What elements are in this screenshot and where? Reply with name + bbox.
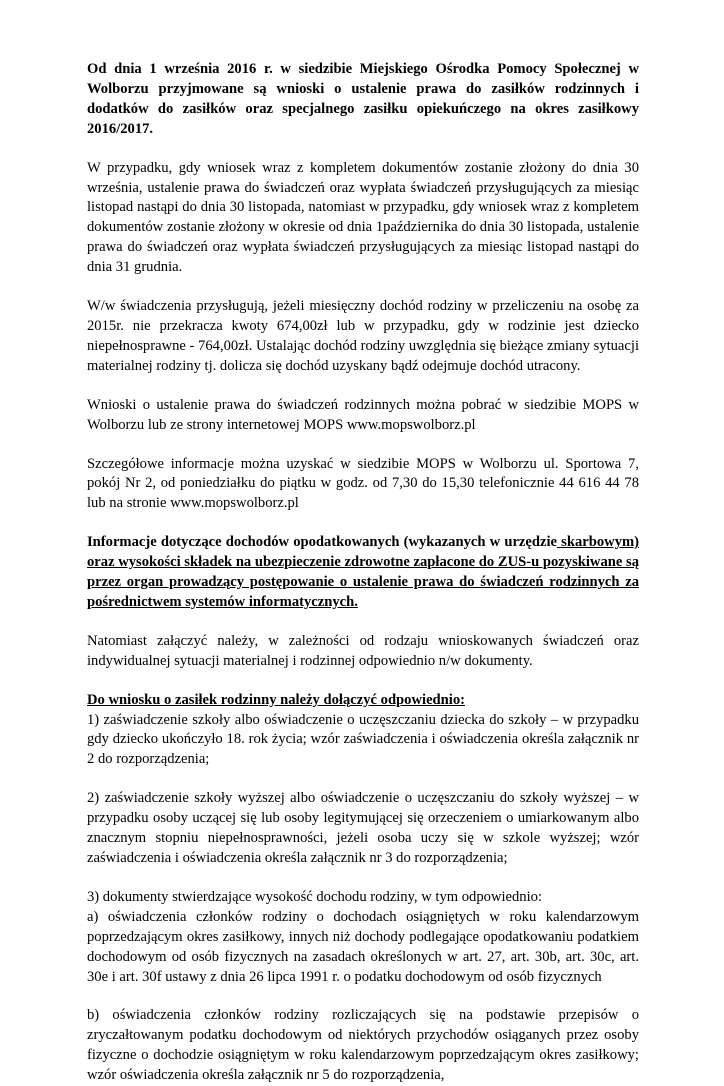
paragraph-deadlines: W przypadku, gdy wniosek wraz z kompletem dokumentów zostanie złożony do dnia 30 września, ustalenie prawa do świadczeń oraz wypłata świadczeń przysługujących za miesiąc listopad nastąpi do dnia 30 listopada, natomiast w przypadku, gdy wniosek wraz z kompletem dokumentów zostanie złożony w okresie od dnia 1października do dnia 30 listopada, ustalenie prawa do świadczeń oraz wypłata świadczeń przysługujących za miesiąc listopad nastąpi do dnia 31 grudnia. (87, 159, 639, 276)
list-item-3a: a) oświadczenia członków rodziny o dochodach osiągniętych w roku kalendarzowym poprzedzającym okres zasiłkowy, innych niż dochody podlegające opodatkowaniu podatkiem dochodowym od osób fizycznych na zasadach określonych w art. 27, art. 30b, art. 30c, art. 30e i art. 30f ustawy z dnia 26 lipca 1991 r. o podatku dochodowym od osób fizycznych (87, 908, 639, 985)
paragraph-contact-info: Szczegółowe informacje można uzyskać w siedzibie MOPS w Wolborzu ul. Sportowa 7, pokój Nr 2, od poniedziałku do piątku w godz. od 7,30 do 15,30 telefonicznie 44 616 44 78 lub na stronie www.mopswolborz.pl (87, 455, 639, 512)
tax-info-part1: Informacje dotyczące dochodów opodatkowanych (wykazanych w urzędzie (87, 534, 558, 551)
paragraph-tax-info (87, 533, 639, 613)
list-item-3b: b) oświadczenia członków rodziny rozliczających się na podstawie przepisów o zryczałtowanym podatku dochodowym od niektórych przychodów osiąganych przez osoby fizyczne o dochodzie osiągniętym w roku kalendarzowym poprzedzającym okres zasiłkowy; wzór oświadczenia określa załącznik nr 5 do rozporządzenia, (87, 1007, 639, 1084)
list-item-2: 2) zaświadczenie szkoły wyższej albo oświadczenie o uczęszczaniu do szkoły wyższej – w przypadku osoby uczącej się lub osoby legitymującej się orzeczeniem o umiarkowanym albo znacznym stopniu niepełnosprawności, jeżeli osoba uczy się w szkole wyższej; wzór zaświadczenia i oświadczenia określa załącznik nr 3 do rozporządzenia; (87, 790, 639, 866)
tax-info-part2-underlined: skarbowym) oraz wysokości składek na ubezpieczenie zdrowotne zapłacone do ZUS-u pozyskiwane są przez organ prowadzący postępowanie o ustalenie prawa do świadczeń rodzinnych za pośrednictwem systemów informatycznych. (87, 534, 640, 610)
page-heading: Od dnia 1 września 2016 r. w siedzibie Miejskiego Ośrodka Pomocy Społecznej w Wolborzu przyjmowane są wnioski o ustalenie prawa do zasiłków rodzinnych i dodatków do zasiłków oraz specjalnego zasiłku opiekuńczego na okres zasiłkowy 2016/2017. (87, 61, 639, 137)
paragraph-income-threshold: W/w świadczenia przysługują, jeżeli miesięczny dochód rodziny w przeliczeniu na osobę za 2015r. nie przekracza kwoty 674,00zł lub w przypadku, gdy w rodzinie jest dziecko niepełnosprawne - 764,00zł. Ustalając dochód rodziny uwzględnia się bieżące zmiany sytuacji materialnej rodziny tj. dolicza się dochód uzyskany bądź odejmuje dochód utracony. (87, 298, 639, 374)
paragraph-forms-download: Wnioski o ustalenie prawa do świadczeń rodzinnych można pobrać w siedzibie MOPS w Wolborzu lub ze strony internetowej MOPS www.mopswolborz.pl (87, 396, 639, 433)
list-heading: Do wniosku o zasiłek rodzinny należy dołączyć odpowiednio: (87, 691, 465, 708)
list-item-1: 1) zaświadczenie szkoły albo oświadczenie o uczęszczaniu dziecka do szkoły – w przypadku gdy dziecko ukończyło 18. rok życia; wzór zaświadczenia i oświadczenia określa załącznik nr 2 do rozporządzenia; (87, 711, 639, 768)
paragraph-attachments-intro: Natomiast załączyć należy, w zależności od rodzaju wnioskowanych świadczeń oraz indywidualnej sytuacji materialnej i rodzinnej odpowiednio n/w dokumenty. (87, 632, 639, 669)
list-item-3: 3) dokumenty stwierdzające wysokość dochodu rodziny, w tym odpowiednio: (87, 888, 543, 905)
document-page (87, 60, 639, 1086)
